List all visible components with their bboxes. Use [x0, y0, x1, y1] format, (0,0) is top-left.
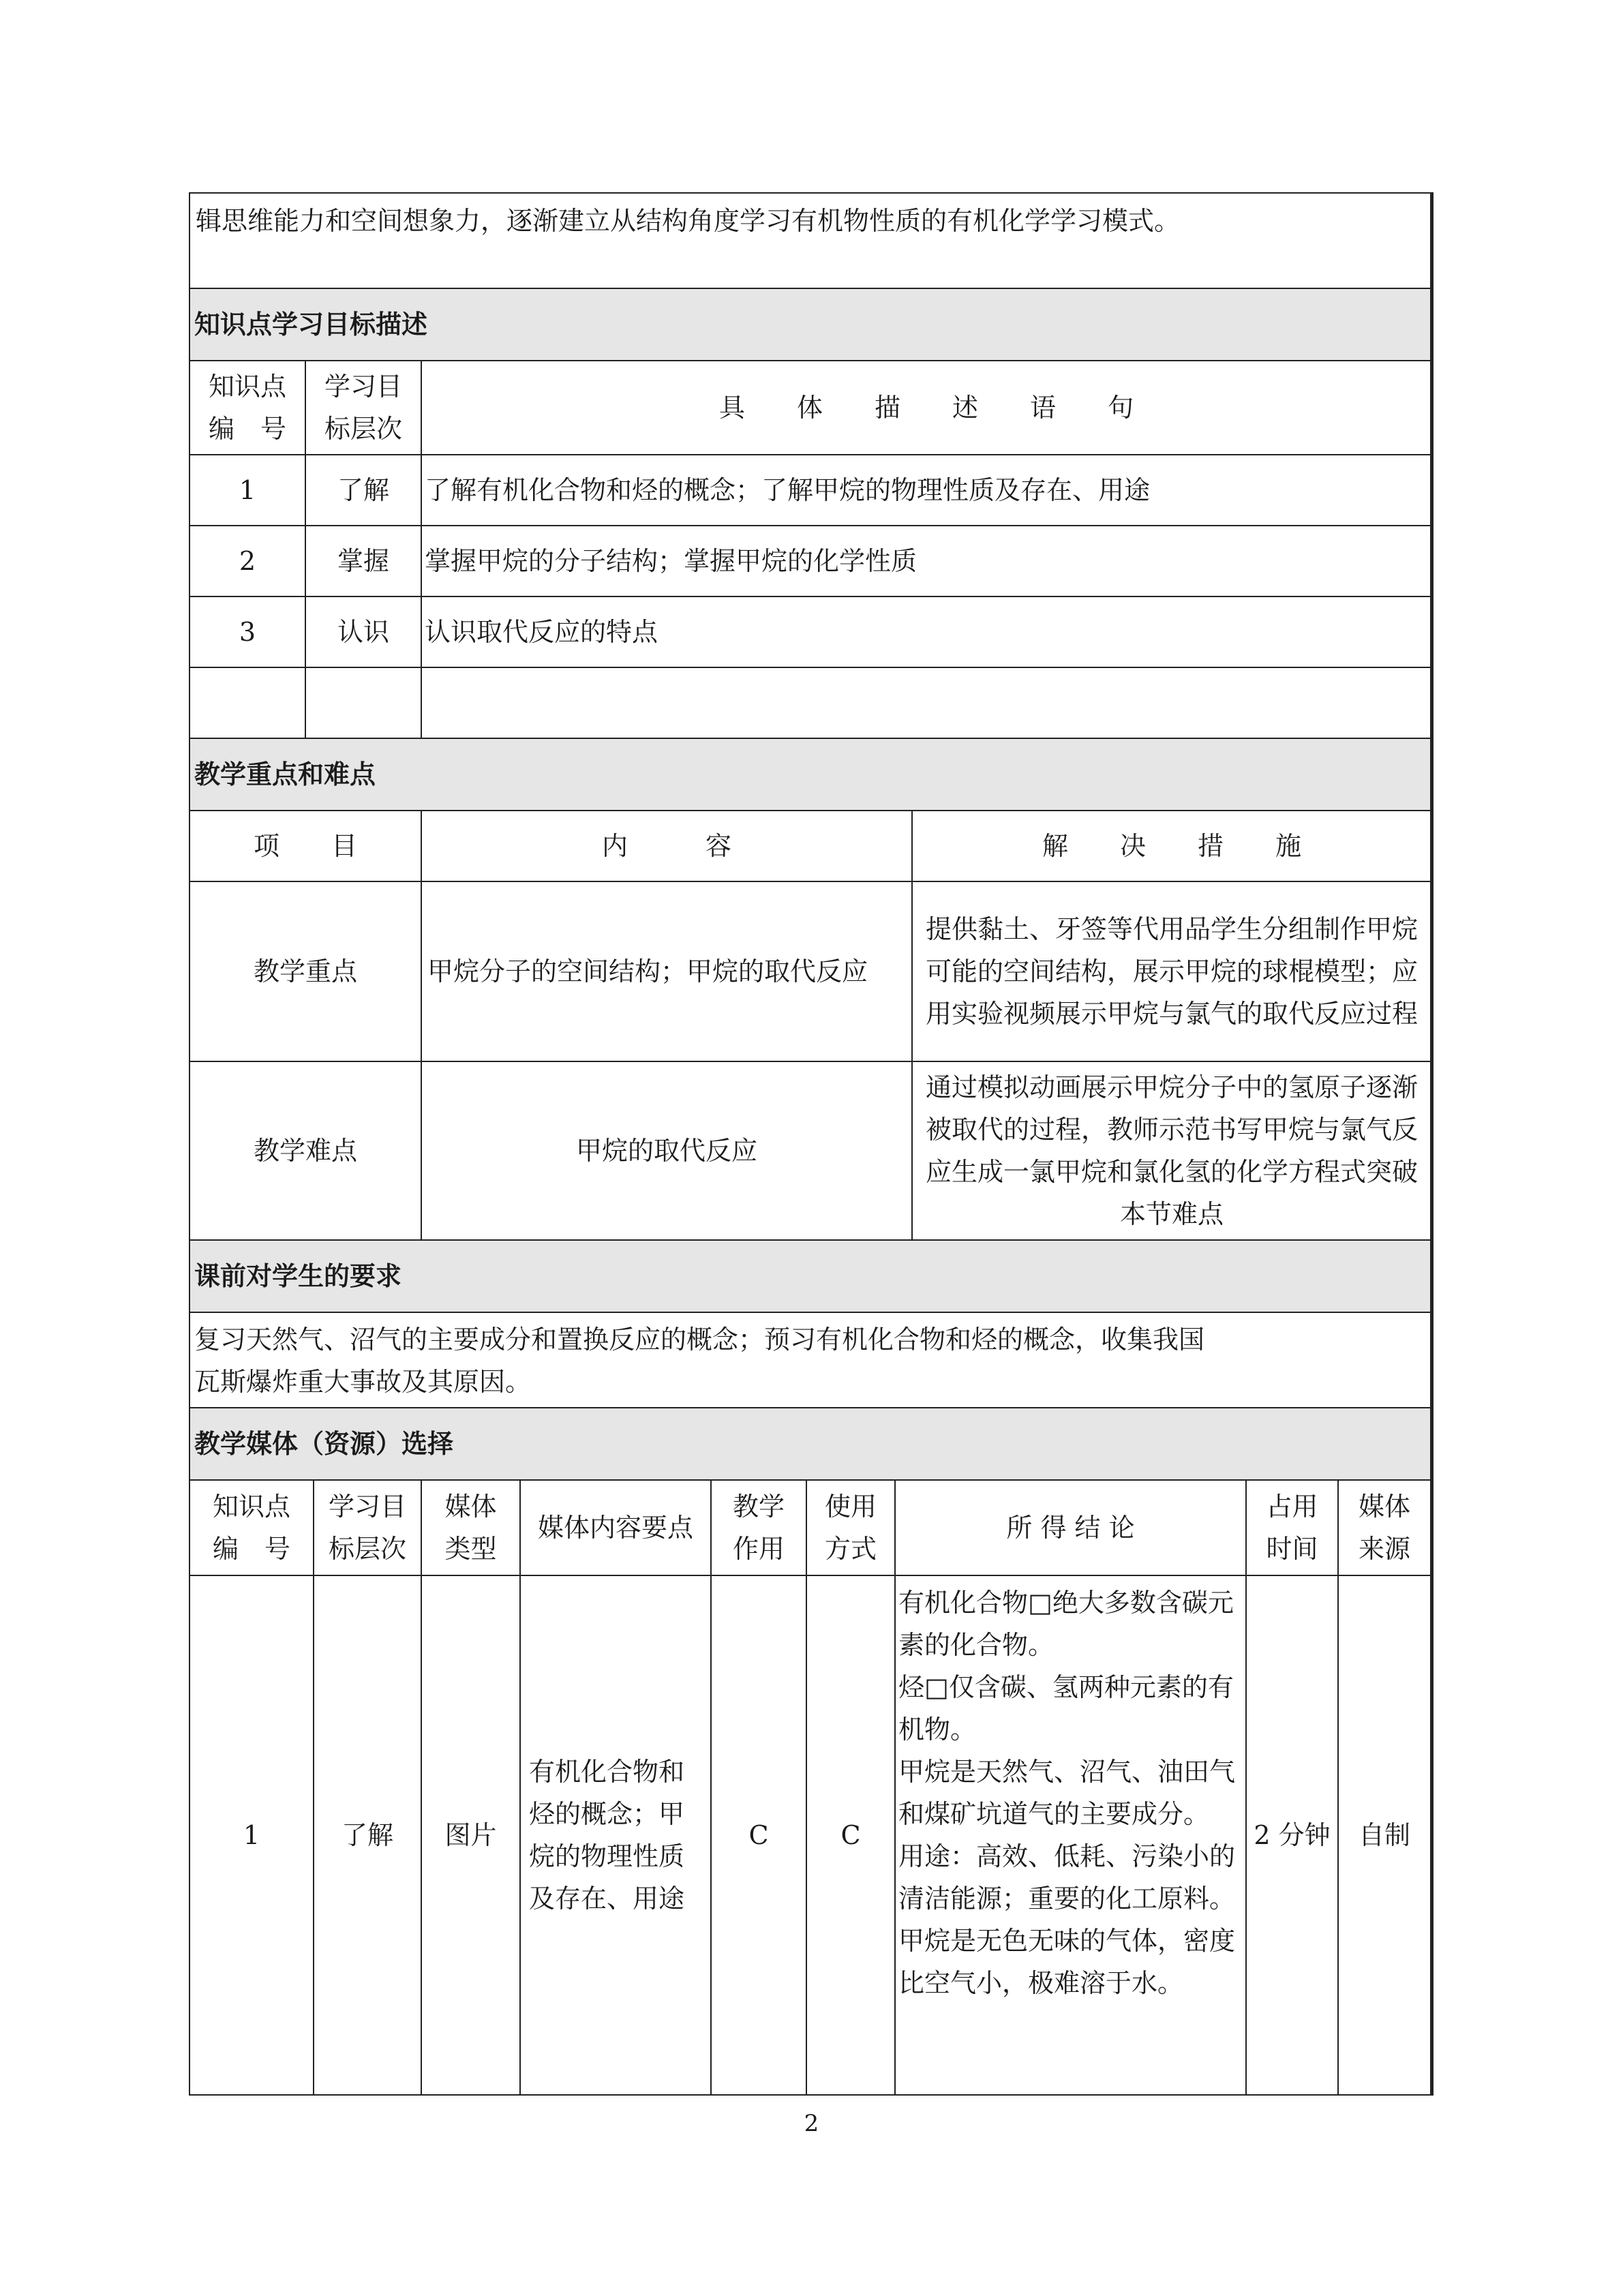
media-source: 自制 — [1358, 1820, 1410, 1850]
objective-level: 掌握 — [337, 546, 389, 576]
media-header-mode: 使用 方式 — [824, 1492, 877, 1564]
media-header-type: 媒体 类型 — [444, 1492, 497, 1564]
media-header-role: 教学 作用 — [732, 1492, 785, 1564]
difficulty-measure: 通过模拟动画展示甲烷分子中的氢原子逐渐被取代的过程，教师示范书写甲烷与氯气反应生成一氯甲烷和氯化氢的化学方程式突破本节难点 — [925, 1072, 1418, 1229]
objective-no: 1 — [239, 475, 256, 505]
header-objective-level: 学习目 标层次 — [324, 372, 402, 444]
section-title-media: 教学媒体（资源）选择 — [194, 1429, 454, 1459]
header-knowledge-no: 知识点 编 号 — [208, 372, 286, 444]
objective-no: 3 — [239, 617, 256, 647]
keypoint-measure: 提供黏土、牙签等代用品学生分组制作甲烷可能的空间结构，展示甲烷的球棍模型；应用实验视频展示甲烷与氯气的取代反应过程 — [925, 914, 1418, 1029]
difficulty-item: 教学难点 — [253, 1136, 357, 1166]
media-header-time: 占用 时间 — [1266, 1492, 1318, 1564]
media-mode: C — [840, 1820, 861, 1850]
objective-level: 了解 — [337, 475, 389, 505]
media-header-content: 媒体内容要点 — [537, 1513, 693, 1543]
media-content: 有机化合物和烃的概念；甲烷的物理性质及存在、用途 — [529, 1757, 685, 1914]
section-title-objectives: 知识点学习目标描述 — [194, 309, 428, 339]
rule — [189, 2094, 1434, 2096]
keypoint-item: 教学重点 — [253, 956, 357, 986]
media-header-source: 媒体 来源 — [1358, 1492, 1410, 1564]
rule — [189, 1312, 1434, 1313]
page-number: 2 — [804, 2110, 819, 2137]
section-title-keypoints: 教学重点和难点 — [194, 759, 376, 789]
section-title-requirements: 课前对学生的要求 — [194, 1261, 402, 1291]
header-item: 项 目 — [253, 831, 357, 861]
objective-level — [306, 668, 421, 738]
header-measures: 解 决 措 施 — [1042, 831, 1301, 861]
header-description: 具 体 描 述 语 句 — [718, 393, 1134, 423]
media-no: 1 — [243, 1820, 260, 1850]
media-header-level: 学习目 标层次 — [328, 1492, 406, 1564]
objective-no — [190, 668, 305, 738]
objective-desc: 了解有机化合物和烃的概念；了解甲烷的物理性质及存在、用途 — [425, 475, 1151, 505]
media-conclusion: 有机化合物□绝大多数含碳元素的化合物。 烃□仅含碳、氢两种元素的有机物。 甲烷是天然气、沼气、油田气和煤矿坑道气的主要成分。 用途：高效、低耗、污染小的清洁能源；重要的化工原料。 甲烷是无色无味的气体，密度比空气小，极难溶于水。 — [898, 1588, 1236, 1998]
media-header-no: 知识点 编 号 — [212, 1492, 290, 1564]
objective-desc: 认识取代反应的特点 — [425, 617, 658, 647]
media-header-conclusion: 所 得 结 论 — [1006, 1513, 1135, 1543]
header-content: 内 容 — [601, 831, 731, 861]
media-time: 2 分钟 — [1254, 1820, 1331, 1850]
media-level: 了解 — [341, 1820, 393, 1850]
media-type: 图片 — [444, 1820, 497, 1850]
requirements-text: 复习天然气、沼气的主要成分和置换反应的概念；预习有机化合物和烃的概念，收集我国 瓦斯爆炸重大事故及其原因。 — [194, 1325, 1205, 1397]
intro-text: 辑思维能力和空间想象力，逐渐建立从结构角度学习有机物性质的有机化学学习模式。 — [196, 206, 1181, 236]
objective-desc — [422, 668, 1431, 738]
objective-level: 认识 — [337, 617, 389, 647]
difficulty-content: 甲烷的取代反应 — [575, 1136, 757, 1166]
objective-no: 2 — [239, 546, 256, 576]
keypoint-content: 甲烷分子的空间结构；甲烷的取代反应 — [427, 956, 868, 986]
media-role: C — [748, 1820, 769, 1850]
objective-desc: 掌握甲烷的分子结构；掌握甲烷的化学性质 — [425, 546, 917, 576]
